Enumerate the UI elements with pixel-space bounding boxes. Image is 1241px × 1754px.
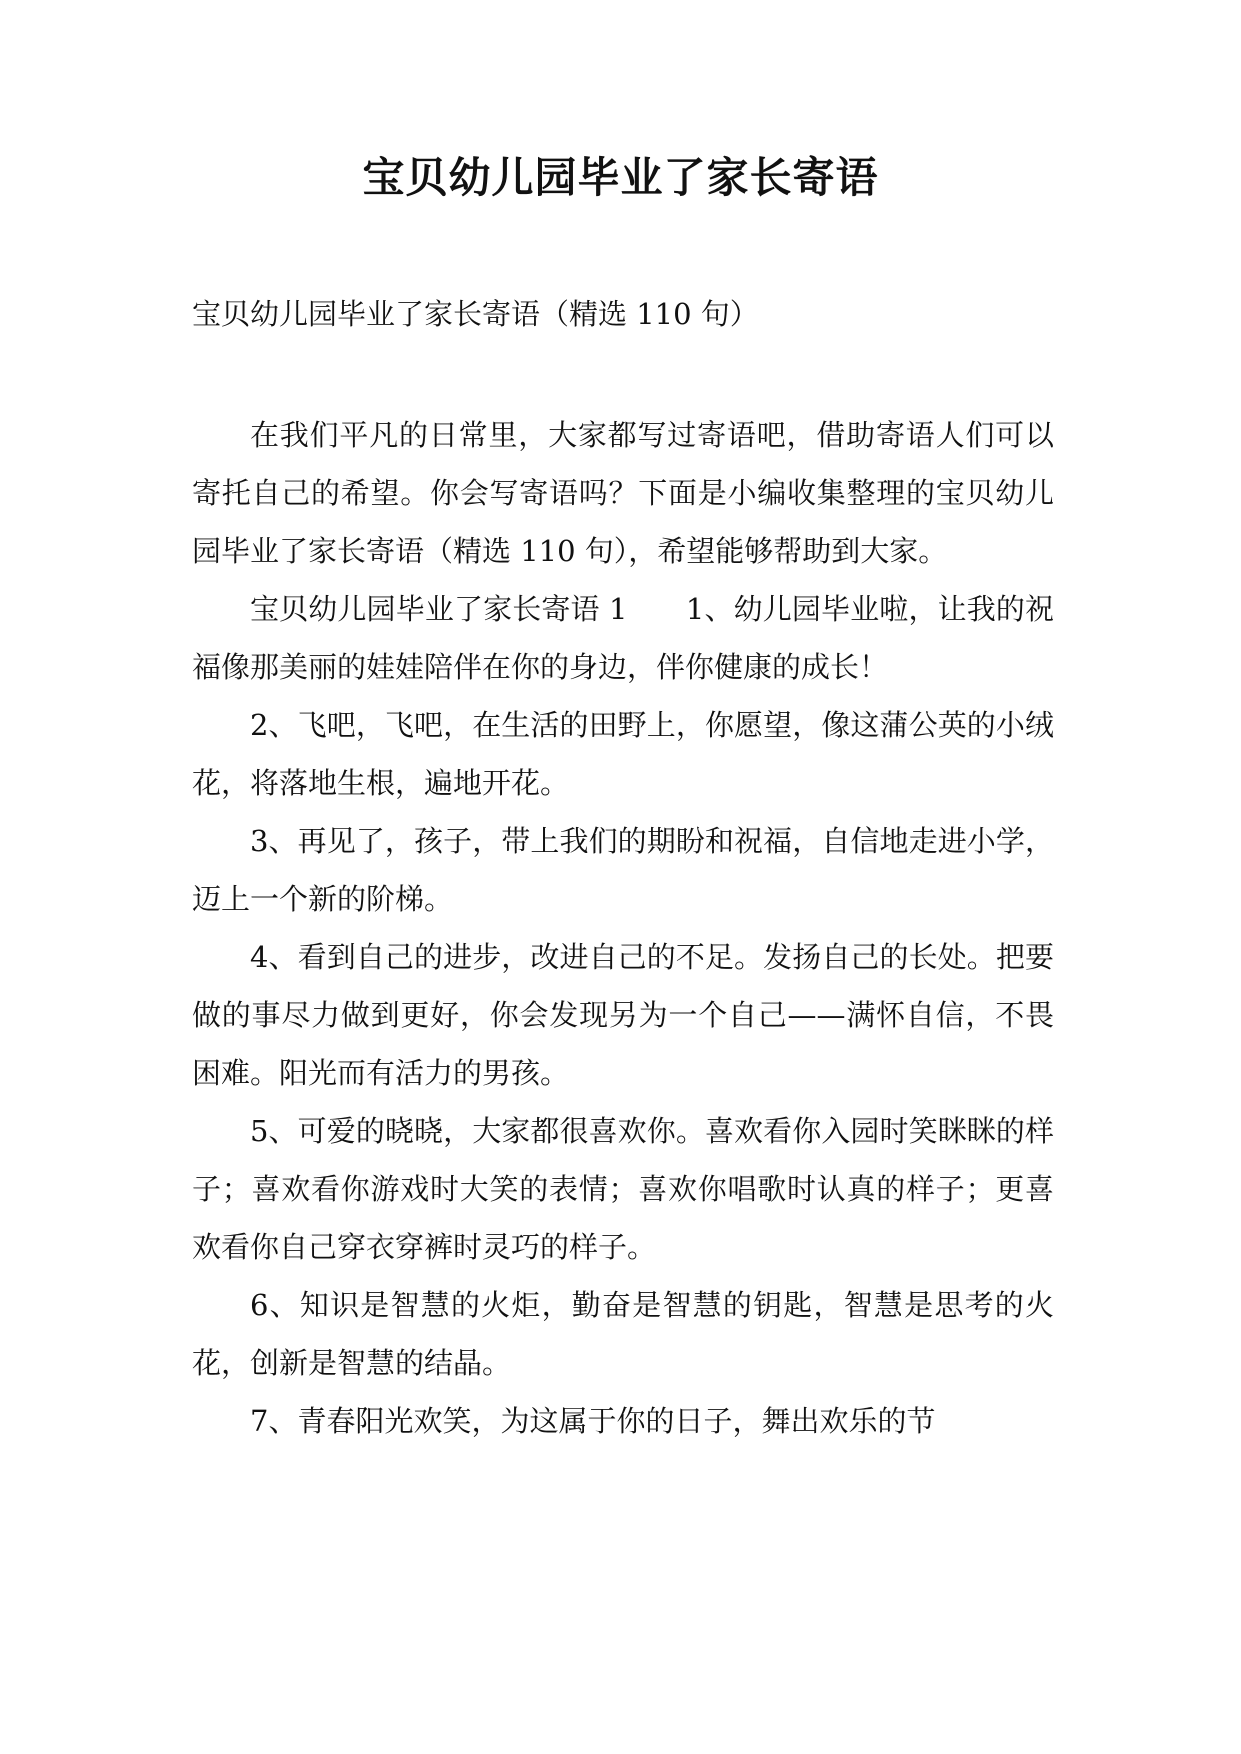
paragraph-item-5: 5、可爱的晓晓，大家都很喜欢你。喜欢看你入园时笑眯眯的样子；喜欢看你游戏时大笑的表情；喜欢你唱歌时认真的样子；更喜欢看你自己穿衣穿裤时灵巧的样子。 (192, 1114, 1054, 1264)
paragraph-item-6: 6、知识是智慧的火炬，勤奋是智慧的钥匙，智慧是思考的火花，创新是智慧的结晶。 (192, 1288, 1054, 1380)
document-subtitle: 宝贝幼儿园毕业了家长寄语（精选 110 句） (192, 297, 759, 331)
paragraph-item-2: 2、飞吧，飞吧，在生活的田野上，你愿望，像这蒲公英的小绒花，将落地生根，遍地开花。 (192, 708, 1054, 800)
paragraph-item-4: 4、看到自己的进步，改进自己的不足。发扬自己的长处。把要做的事尽力做到更好，你会发现另为一个自己——满怀自信，不畏困难。阳光而有活力的男孩。 (192, 940, 1054, 1090)
paragraph-item-3: 3、再见了，孩子，带上我们的期盼和祝福，自信地走进小学，迈上一个新的阶梯。 (192, 824, 1054, 916)
paragraph-item-7: 7、青春阳光欢笑，为这属于你的日子，舞出欢乐的节 (250, 1404, 936, 1438)
document-body (192, 406, 1054, 1450)
document-title: 宝贝幼儿园毕业了家长寄语 (362, 153, 879, 202)
paragraph-item-1: 宝贝幼儿园毕业了家长寄语 1 1、幼儿园毕业啦，让我的祝福像那美丽的娃娃陪伴在你的身边，伴你健康的成长！ (192, 592, 1054, 684)
paragraph-intro: 在我们平凡的日常里，大家都写过寄语吧，借助寄语人们可以寄托自己的希望。你会写寄语吗？下面是小编收集整理的宝贝幼儿园毕业了家长寄语（精选 110 句），希望能够帮助到大家。 (192, 418, 1054, 568)
